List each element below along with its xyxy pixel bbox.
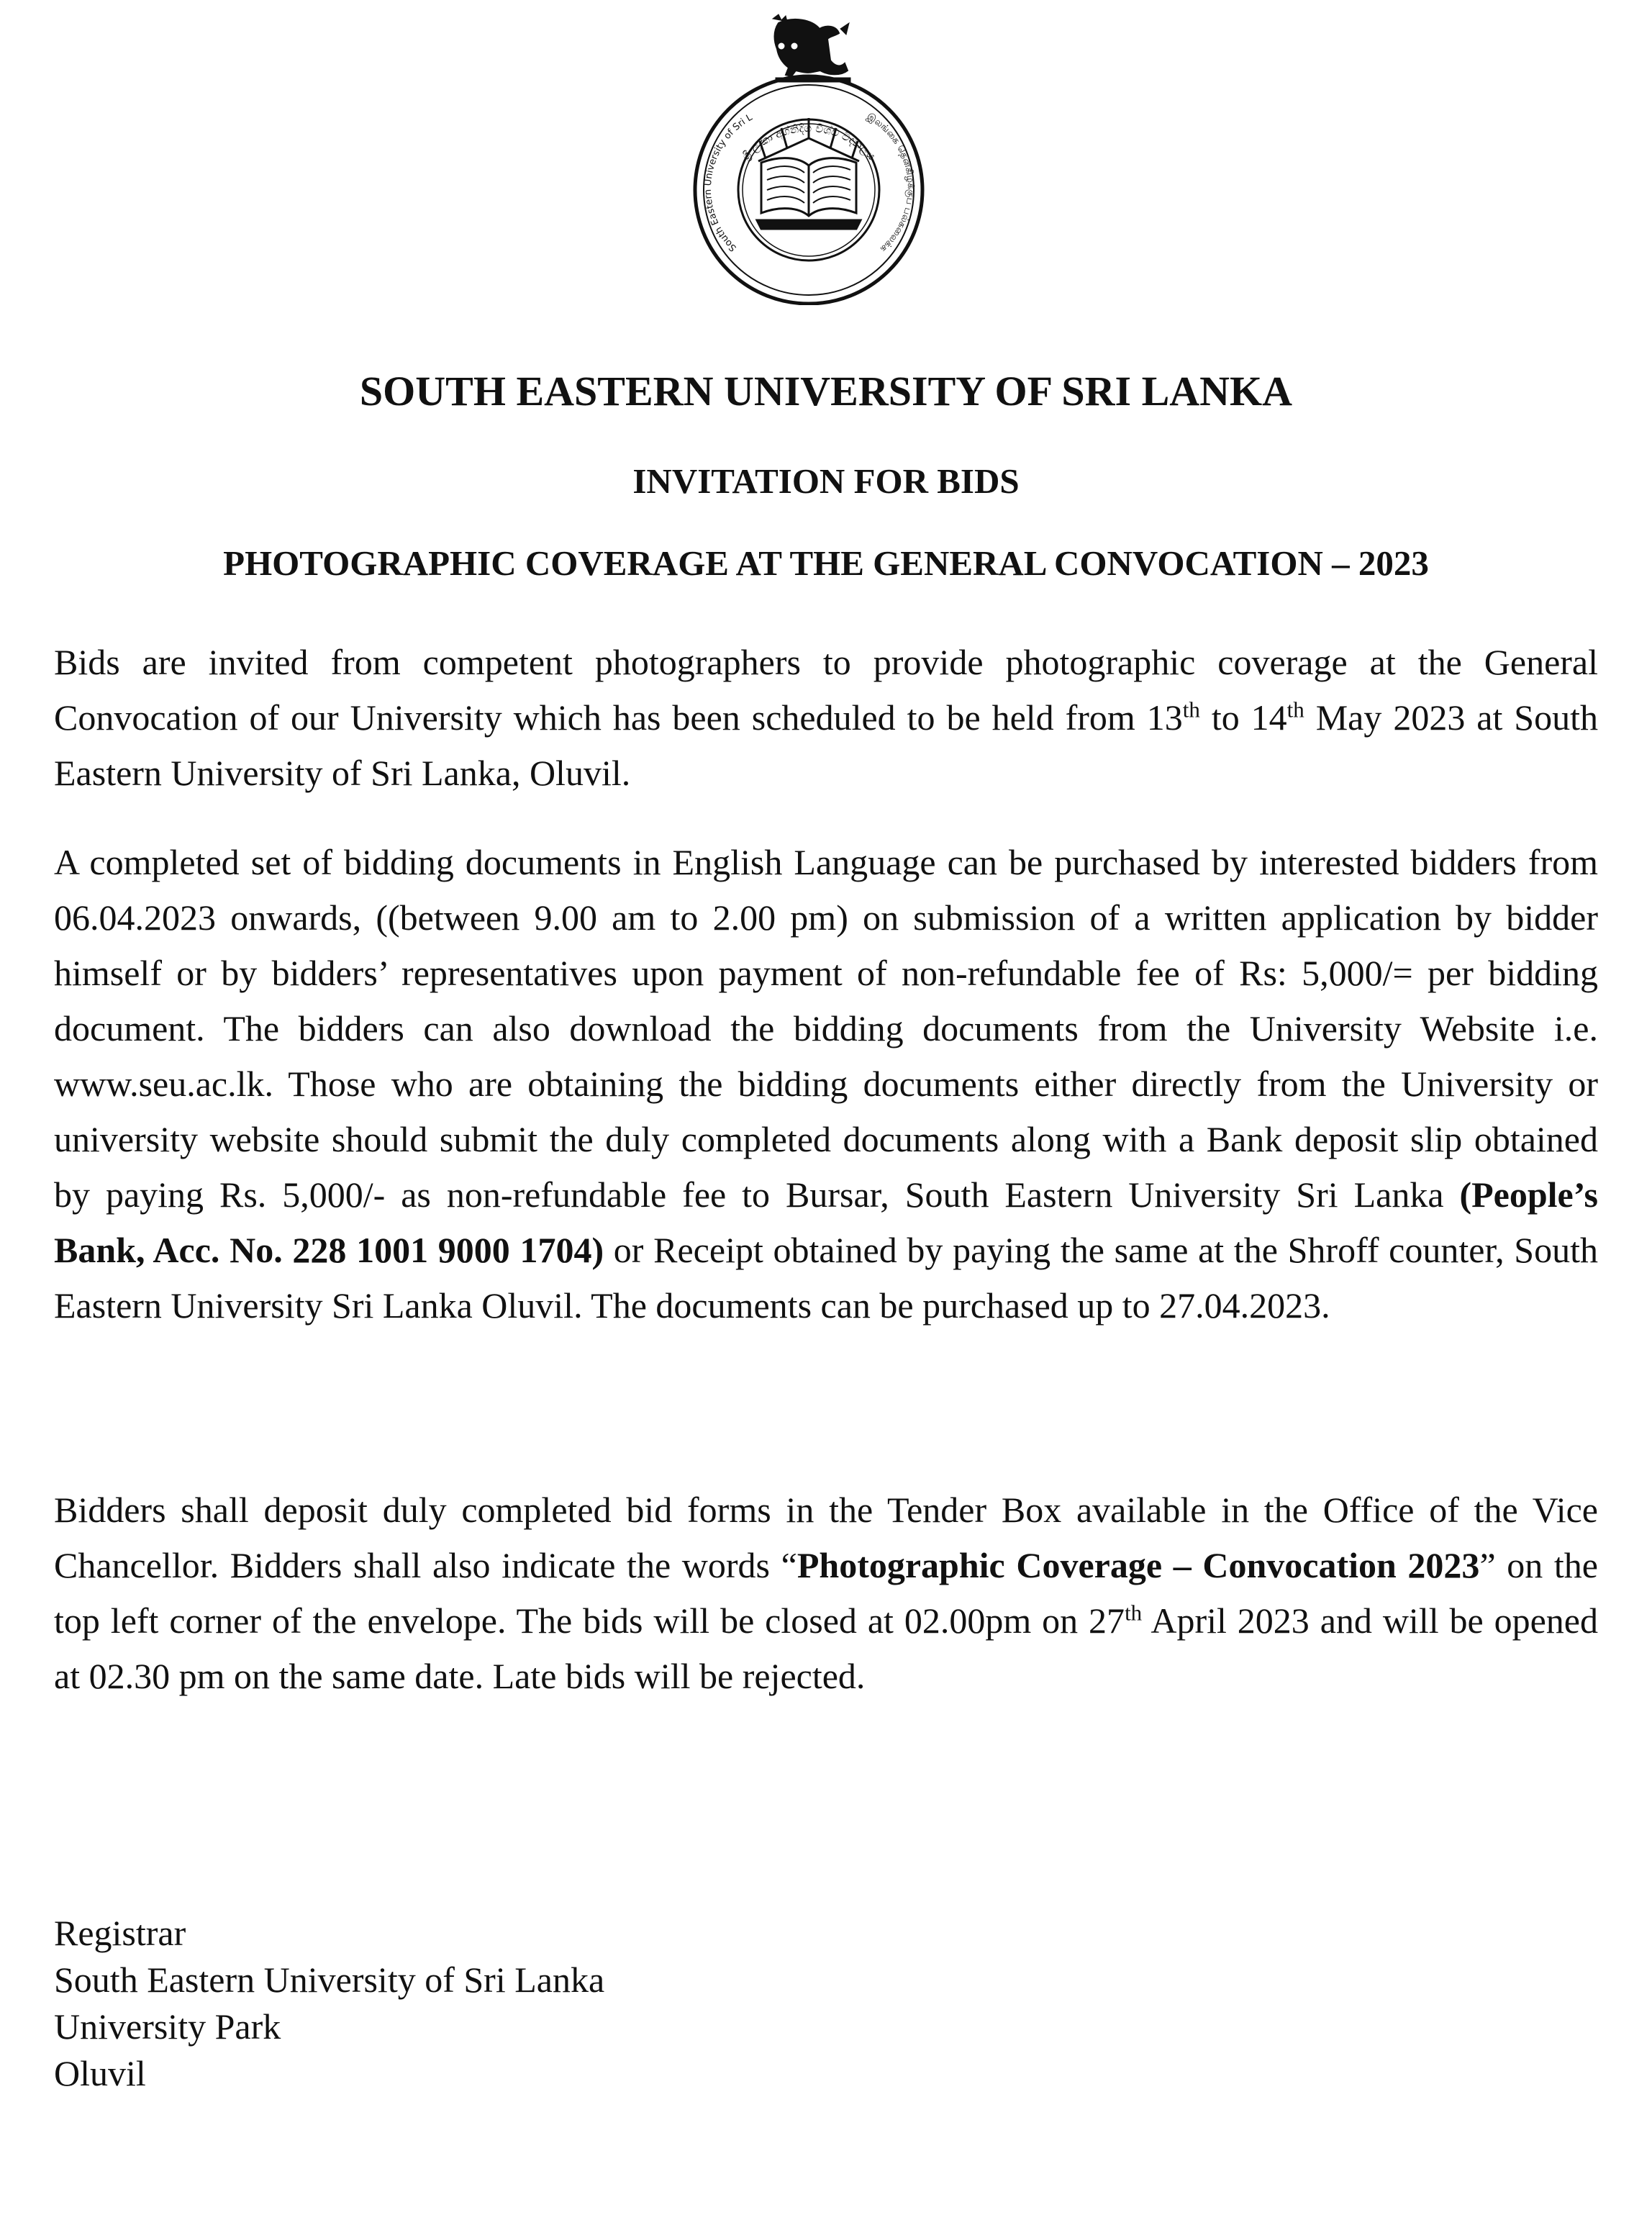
seal-text-left: South Eastern University of Sri L <box>702 112 755 253</box>
signatory-university: South Eastern University of Sri Lanka <box>54 1960 605 2000</box>
notice-type-heading: INVITATION FOR BIDS <box>632 461 1020 501</box>
paragraph-submission: Bidders shall deposit duly completed bid forms in the Tender Box available in the Office of the Vice Chancellor. Bidders shall also indicate the words “Photographic Coverage – Convocation 2023” on the top left corner of the envelope. The bids will be closed at 02.00pm on 27th April 2023 and will be opened at 02.30 pm on the same date. Late bids will be rejected. <box>54 1490 1598 1696</box>
signatory-address: University Park <box>54 2006 281 2047</box>
signature-block <box>54 1910 604 2097</box>
signatory-title: Registrar <box>54 1913 186 1953</box>
bank-account-details: (People’s Bank, Acc. No. 228 1001 9000 1704) <box>54 1174 1598 1270</box>
notice-subject-heading: PHOTOGRAPHIC COVERAGE AT THE GENERAL CONVOCATION – 2023 <box>223 543 1429 583</box>
paragraph-bidding-documents: A completed set of bidding documents in English Language can be purchased by interested bidders from 06.04.2023 onwards, ((between 9.00 am to 2.00 pm) on submission of a written application by bidder himself or by bidders’ representatives upon payment of non-refundable fee of Rs: 5,000/= per bidding document. The bidders can also download the bidding documents from the University Website i.e. www.seu.ac.lk. Those who are obtaining the bidding documents either directly from the University or university website should submit the duly completed documents along with a Bank deposit slip obtained by paying Rs. 5,000/- as non-refundable fee to Bursar, South Eastern University Sri Lanka (People’s Bank, Acc. No. 228 1001 9000 1704) or Receipt obtained by paying the same at the Shroff counter, South Eastern University Sri Lanka Oluvil. The documents can be purchased up to 27.04.2023. <box>54 842 1598 1326</box>
university-seal-logo <box>686 10 931 305</box>
signatory-town: Oluvil <box>54 2053 146 2093</box>
university-title: SOUTH EASTERN UNIVERSITY OF SRI LANKA <box>359 368 1293 415</box>
lion-emblem-icon <box>773 14 850 82</box>
seal-text-right: இலங்கை தென்கிழக்குப் பல்கலைக்க <box>864 111 917 255</box>
seal-text-top: ශ්‍රී ලංකා අග්නිදිග විශ්ව විද්‍යාලය <box>739 122 879 163</box>
envelope-marking: Photographic Coverage – Convocation 2023 <box>796 1545 1480 1585</box>
paragraph-invitation: Bids are invited from competent photographers to provide photographic coverage at the General Convocation of our University which has been scheduled to be held from 13th to 14th May 2023 at South Eastern University of Sri Lanka, Oluvil. <box>54 642 1598 793</box>
